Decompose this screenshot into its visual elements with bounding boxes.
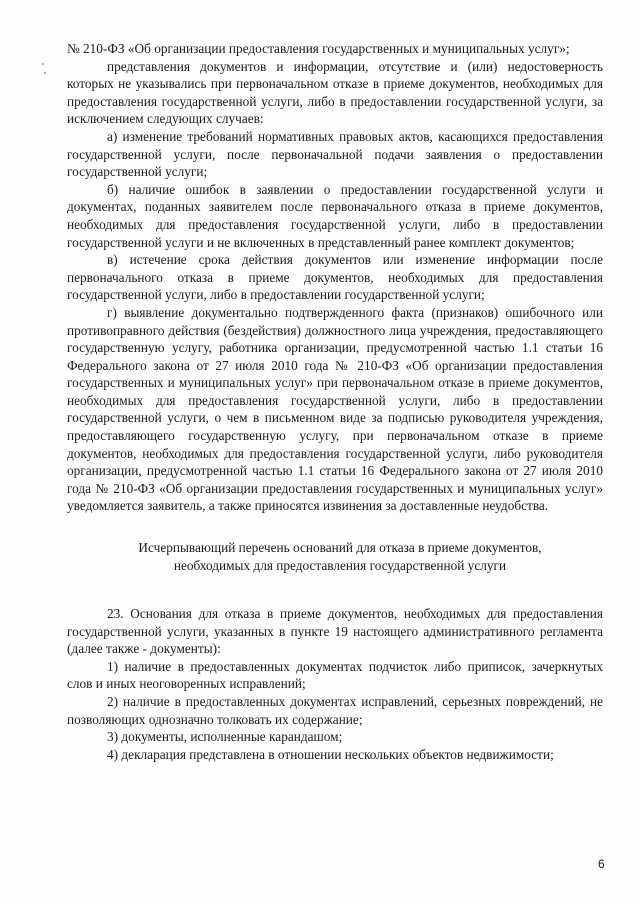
paragraph-item-b: б) наличие ошибок в заявлении о предоставлении государственной услуги и документах, поданных заявителем после первоначального отказа в приеме документов, необходимых для предоставления государственной услуги, либо в предоставлении государственной услуги и не включенных в представленный ранее комплект документов; xyxy=(67,181,603,250)
paragraph-documents-not-indicated: представления документов и информации, отсутствие и (или) недостоверность которых не указывались при первоначальном отказе в приеме документов, необходимых для предоставления государственной услуги, либо в предоставлении государственной услуги, за исключением следующих случаев: xyxy=(67,58,603,127)
scan-speck xyxy=(42,63,44,65)
scan-speck xyxy=(44,72,46,74)
paragraph-item-a: а) изменение требований нормативных правовых актов, касающихся предоставления государственной услуги, после первоначальной подачи заявления о предоставлении государственной услуги; xyxy=(67,128,603,180)
section-heading-line-1: Исчерпывающий перечень оснований для отказа в приеме документов, xyxy=(138,540,542,556)
list-item-1: 1) наличие в предоставленных документах подчисток либо приписок, зачеркнутых слов и иных неоговоренных исправлений; xyxy=(67,658,603,692)
list-item-3: 3) документы, исполненные карандашом; xyxy=(107,729,343,745)
list-item-4: 4) декларация представлена в отношении нескольких объектов недвижимости; xyxy=(107,746,554,762)
paragraph-23: 23. Основания для отказа в приеме документов, необходимых для предоставления государственной услуги, указанных в пункте 19 настоящего административного регламента (далее также - документы): xyxy=(67,606,603,657)
list-item-2: 2) наличие в предоставленных документах исправлений, серьезных повреждений, не позволяющих однозначно толковать их содержание; xyxy=(67,694,603,727)
paragraph-item-g: г) выявление документально подтвержденного факта (признаков) ошибочного или противоправного действия (бездействия) должностного лица учреждения, предоставляющего государственную услугу, работника организации, предусмотренной частью 1.1 статьи 16 Федерального закона от 27 июля 2010 года № 210-ФЗ «Об организации предоставления государственных и муниципальных услуг» при первоначальном отказе в приеме документов, необходимых для предоставления государственной услуги, либо в предоставлении государственной услуги, о чем в письменном виде за подписью руководителя учреждения, предоставляющего государственную услугу, при первоначальном отказе в приеме документов, необходимых для предоставления государственной услуги, либо руководителя организации, предусмотренной частью 1.1 статьи 16 Федерального закона от 27 июля 2010 года № 210-ФЗ «Об организации предоставления государственных и муниципальных услуг» уведомляется заявитель, а также приносятся извинения за доставленные неудобства. xyxy=(67,304,603,514)
paragraph-law-reference: № 210-ФЗ «Об организации предоставления государственных и муниципальных услуг»; xyxy=(67,41,570,56)
document-body xyxy=(67,40,603,763)
paragraph-item-v: в) истечение срока действия документов или изменение информации после первоначального отказа в приеме документов, необходимых для предоставления государственной услуги, либо в предоставлении государственной услуги; xyxy=(67,252,603,303)
section-heading xyxy=(67,539,603,575)
page-number: 6 xyxy=(598,857,605,871)
section-heading-line-2: необходимых для предоставления государственной услуги xyxy=(173,558,507,574)
